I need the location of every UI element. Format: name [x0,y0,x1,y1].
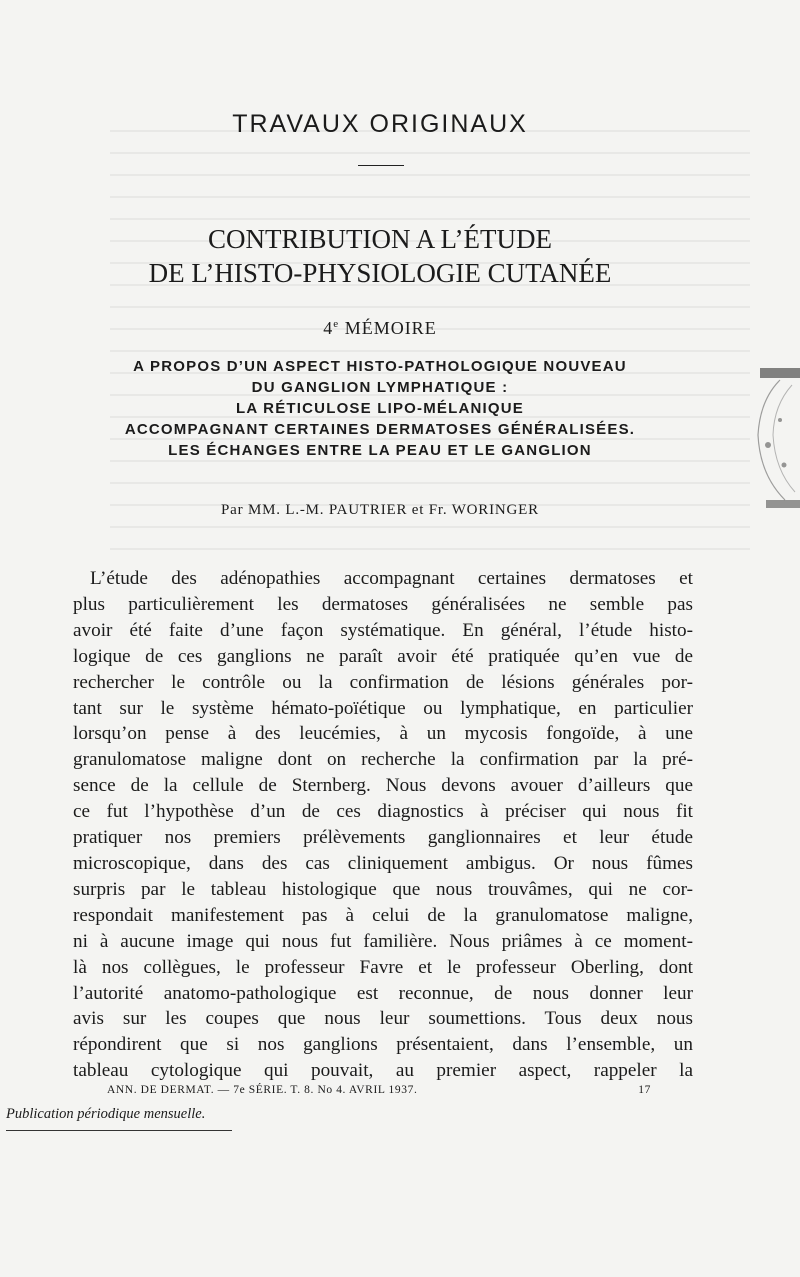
article-subtitle [0,356,760,461]
body-line: l’autorité anatomo-pathologique est reconnue, de nous donner leur [73,982,693,1004]
body-line: surpris par le tableau histologique que nous trouvâmes, qui ne cor- [73,878,693,900]
body-line: tableau cytologique qui pouvait, au premier aspect, rappeler la [73,1060,693,1082]
body-line: avis sur les coupes que nous leur soumettions. Tous deux nous [73,1008,693,1030]
subtitle-line: LA RÉTICULOSE LIPO-MÉLANIQUE [235,400,525,417]
body-line: répondirent que si nos ganglions présentaient, dans l’ensemble, un [73,1034,693,1056]
body-line: plus particulièrement les dermatoses généralisées ne semble pas [73,593,693,615]
body-line: là nos collègues, le professeur Favre et le professeur Oberling, dont [73,956,693,978]
body-line: respondait manifestement pas à celui de la granulomatose maligne, [73,904,693,926]
page-number: 17 [638,1084,651,1096]
body-line: L’étude des adénopathies accompagnant certaines dermatoses et [90,568,693,589]
body-line: pratiquer nos premiers prélèvements ganglionnaires et leur étude [73,827,693,849]
body-line: ni à aucune image qui nous fut familière. Nous priâmes à ce moment- [73,930,693,952]
subtitle-line: A PROPOS D’UN ASPECT HISTO-PATHOLOGIQUE NOUVEAU [133,358,627,375]
memoire-suffix: e [333,318,340,330]
body-line: rechercher le contrôle ou la confirmation de lésions générales por- [73,671,693,693]
subtitle-line: ACCOMPAGNANT CERTAINES DERMATOSES GÉNÉRALISÉES. [124,421,636,438]
body-line: tant sur le système hémato-poïétique ou lymphatique, en particulier [73,697,693,719]
publication-note: Publication périodique mensuelle. [6,1106,206,1122]
publication-underline [6,1130,232,1131]
article-title [0,222,760,290]
article-title-line-2: DE L’HISTO-PHYSIOLOGIE CUTANÉE [148,258,612,288]
article-title-line-1: CONTRIBUTION A L’ÉTUDE [208,224,552,254]
body-line: ce fut l’hypothèse d’un de ces diagnostics à préciser qui nous fit [73,801,693,823]
authors-byline: Par MM. L.-M. PAUTRIER et Fr. WORINGER [221,502,539,518]
body-line: lorsqu’on pense à des leucémies, à un mycosis fongoïde, à une [73,723,693,745]
body-paragraph [73,566,693,1084]
journal-reference: ANN. DE DERMAT. — 7e SÉRIE. T. 8. No 4. AVRIL 1937. [107,1084,418,1096]
section-title: TRAVAUX ORIGINAUX [232,110,528,138]
memoire-number: 4 [323,318,334,338]
body-line: logique de ces ganglions ne paraît avoir été pratiquée qu’en vue de [73,645,693,667]
subtitle-line: LES ÉCHANGES ENTRE LA PEAU ET LE GANGLION [168,442,592,459]
memoire-heading [0,318,760,339]
subtitle-line: DU GANGLION LYMPHATIQUE : [251,379,509,396]
body-line: granulomatose maligne dont on recherche la confirmation par la pré- [73,749,693,771]
body-line: microscopique, dans des cas cliniquement ambigus. Or nous fûmes [73,852,693,874]
body-line: sence de la cellule de Sternberg. Nous devons avouer d’ailleurs que [73,775,693,797]
memoire-label: MÉMOIRE [344,318,437,338]
library-stamp [740,350,800,520]
body-line: avoir été faite d’une façon systématique. En général, l’étude histo- [73,619,693,641]
title-divider [358,165,404,166]
